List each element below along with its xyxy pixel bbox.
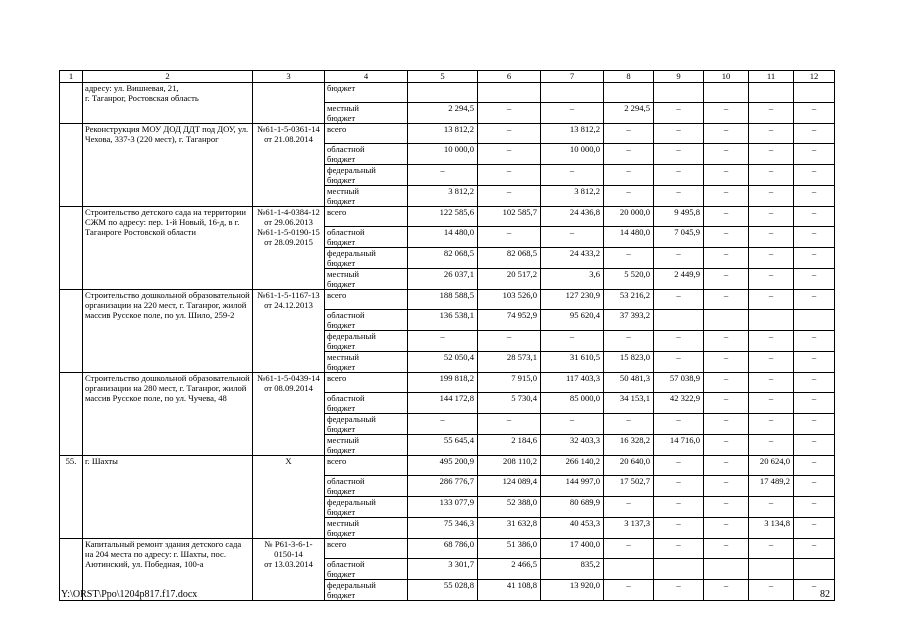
- approval-doc-cell: №61-1-5-0361-14 от 21.08.2014: [253, 124, 325, 207]
- column-header: 12: [794, 71, 835, 83]
- value-cell: 9 495,8: [654, 207, 704, 227]
- value-cell: [794, 310, 835, 331]
- object-name-cell: Строительство детского сада на территории СЖМ по адресу: пер. 1-й Новый, 16-д, в г. Таганроге Ростовской области: [83, 207, 253, 290]
- value-cell: 95 620,4: [541, 310, 604, 331]
- value-cell: –: [704, 580, 749, 601]
- value-cell: –: [704, 144, 749, 165]
- value-cell: –: [654, 331, 704, 352]
- column-header: 5: [408, 71, 478, 83]
- row-index-cell: [60, 83, 83, 124]
- value-cell: –: [749, 290, 794, 310]
- value-cell: –: [654, 476, 704, 497]
- column-header: 7: [541, 71, 604, 83]
- funding-source-cell: федеральный бюджет: [325, 414, 408, 435]
- value-cell: –: [704, 207, 749, 227]
- value-cell: –: [604, 414, 654, 435]
- value-cell: –: [794, 580, 835, 601]
- funding-source-cell: областной бюджет: [325, 227, 408, 248]
- footer-file-path: Y:\ORST\Ppo\1204p817.f17.docx: [61, 589, 198, 600]
- value-cell: –: [794, 165, 835, 186]
- page-number: 82: [820, 589, 830, 600]
- value-cell: 835,2: [541, 559, 604, 580]
- value-cell: 14 716,0: [654, 435, 704, 456]
- column-header: 11: [749, 71, 794, 83]
- value-cell: –: [704, 352, 749, 373]
- value-cell: 34 153,1: [604, 393, 654, 414]
- value-cell: –: [604, 539, 654, 559]
- value-cell: 80 689,9: [541, 497, 604, 518]
- value-cell: 26 037,1: [408, 269, 478, 290]
- value-cell: –: [654, 124, 704, 144]
- value-cell: –: [794, 497, 835, 518]
- value-cell: [604, 559, 654, 580]
- value-cell: –: [794, 456, 835, 476]
- value-cell: –: [541, 103, 604, 124]
- value-cell: 14 480,0: [604, 227, 654, 248]
- value-cell: –: [478, 414, 541, 435]
- value-cell: 3 812,2: [541, 186, 604, 207]
- value-cell: –: [478, 103, 541, 124]
- value-cell: –: [794, 331, 835, 352]
- funding-source-cell: областной бюджет: [325, 144, 408, 165]
- budget-table: [59, 70, 835, 601]
- value-cell: –: [794, 352, 835, 373]
- value-cell: –: [654, 456, 704, 476]
- value-cell: –: [794, 103, 835, 124]
- value-cell: –: [749, 227, 794, 248]
- value-cell: –: [704, 518, 749, 539]
- value-cell: [478, 83, 541, 103]
- value-cell: –: [704, 165, 749, 186]
- funding-source-cell: всего: [325, 290, 408, 310]
- approval-doc-cell: №61-1-4-0384-12 от 29.06.2013 №61-1-5-0190-15 от 28.09.2015: [253, 207, 325, 290]
- value-cell: 124 089,4: [478, 476, 541, 497]
- value-cell: –: [704, 497, 749, 518]
- value-cell: [794, 83, 835, 103]
- value-cell: –: [749, 435, 794, 456]
- value-cell: –: [654, 248, 704, 269]
- value-cell: 20 517,2: [478, 269, 541, 290]
- value-cell: –: [749, 186, 794, 207]
- value-cell: 82 068,5: [478, 248, 541, 269]
- value-cell: 17 400,0: [541, 539, 604, 559]
- value-cell: 199 818,2: [408, 373, 478, 393]
- value-cell: 13 812,2: [408, 124, 478, 144]
- value-cell: –: [654, 186, 704, 207]
- value-cell: 5 730,4: [478, 393, 541, 414]
- value-cell: –: [541, 165, 604, 186]
- value-cell: 85 000,0: [541, 393, 604, 414]
- value-cell: [604, 83, 654, 103]
- value-cell: –: [654, 518, 704, 539]
- approval-doc-cell: №61-1-5-0439-14 от 08.09.2014: [253, 373, 325, 456]
- value-cell: –: [604, 124, 654, 144]
- object-name-cell: Капитальный ремонт здания детского сада на 204 места по адресу: г. Шахты, пос. Аютинский, ул. Победная, 100-а: [83, 539, 253, 601]
- value-cell: –: [541, 331, 604, 352]
- value-cell: [704, 83, 749, 103]
- approval-doc-cell: №61-1-5-1167-13 от 24.12.2013: [253, 290, 325, 373]
- value-cell: 13 920,0: [541, 580, 604, 601]
- value-cell: –: [794, 393, 835, 414]
- value-cell: –: [749, 331, 794, 352]
- value-cell: –: [749, 103, 794, 124]
- value-cell: 57 038,9: [654, 373, 704, 393]
- value-cell: –: [478, 165, 541, 186]
- value-cell: –: [704, 186, 749, 207]
- value-cell: –: [478, 144, 541, 165]
- value-cell: –: [478, 227, 541, 248]
- value-cell: 14 480,0: [408, 227, 478, 248]
- row-index-cell: [60, 373, 83, 456]
- value-cell: –: [794, 124, 835, 144]
- value-cell: [654, 83, 704, 103]
- table-row: [60, 290, 835, 310]
- value-cell: 50 481,3: [604, 373, 654, 393]
- table-row: [60, 83, 835, 103]
- value-cell: 144 997,0: [541, 476, 604, 497]
- value-cell: 52 050,4: [408, 352, 478, 373]
- value-cell: –: [794, 269, 835, 290]
- value-cell: 51 386,0: [478, 539, 541, 559]
- value-cell: –: [749, 269, 794, 290]
- value-cell: –: [604, 248, 654, 269]
- value-cell: 31 632,8: [478, 518, 541, 539]
- value-cell: 68 786,0: [408, 539, 478, 559]
- value-cell: 42 322,9: [654, 393, 704, 414]
- row-index-cell: [60, 290, 83, 373]
- value-cell: –: [604, 186, 654, 207]
- value-cell: –: [478, 186, 541, 207]
- value-cell: –: [794, 248, 835, 269]
- value-cell: 117 403,3: [541, 373, 604, 393]
- funding-source-cell: местный бюджет: [325, 518, 408, 539]
- value-cell: 20 640,0: [604, 456, 654, 476]
- value-cell: –: [408, 331, 478, 352]
- value-cell: –: [704, 414, 749, 435]
- value-cell: 24 433,2: [541, 248, 604, 269]
- column-header: 1: [60, 71, 83, 83]
- value-cell: 495 200,9: [408, 456, 478, 476]
- value-cell: 2 466,5: [478, 559, 541, 580]
- funding-source-cell: областной бюджет: [325, 393, 408, 414]
- funding-source-cell: федеральный бюджет: [325, 497, 408, 518]
- value-cell: –: [704, 476, 749, 497]
- table-row: [60, 539, 835, 559]
- value-cell: 5 520,0: [604, 269, 654, 290]
- value-cell: –: [794, 414, 835, 435]
- value-cell: –: [541, 414, 604, 435]
- row-index-cell: [60, 207, 83, 290]
- value-cell: 133 077,9: [408, 497, 478, 518]
- value-cell: 37 393,2: [604, 310, 654, 331]
- value-cell: 40 453,3: [541, 518, 604, 539]
- value-cell: –: [654, 497, 704, 518]
- funding-source-cell: федеральный бюджет: [325, 248, 408, 269]
- value-cell: 32 403,3: [541, 435, 604, 456]
- table-row: [60, 207, 835, 227]
- funding-source-cell: местный бюджет: [325, 186, 408, 207]
- funding-source-cell: местный бюджет: [325, 103, 408, 124]
- value-cell: [704, 559, 749, 580]
- value-cell: 20 000,0: [604, 207, 654, 227]
- value-cell: 286 776,7: [408, 476, 478, 497]
- object-name-cell: г. Шахты: [83, 456, 253, 539]
- value-cell: 2 294,5: [408, 103, 478, 124]
- value-cell: 16 328,2: [604, 435, 654, 456]
- value-cell: 10 000,0: [541, 144, 604, 165]
- value-cell: [749, 559, 794, 580]
- funding-source-cell: федеральный бюджет: [325, 331, 408, 352]
- value-cell: –: [704, 393, 749, 414]
- funding-source-cell: местный бюджет: [325, 435, 408, 456]
- value-cell: 188 588,5: [408, 290, 478, 310]
- column-header: 9: [654, 71, 704, 83]
- value-cell: 3 134,8: [749, 518, 794, 539]
- value-cell: –: [654, 103, 704, 124]
- value-cell: –: [749, 352, 794, 373]
- value-cell: 2 184,6: [478, 435, 541, 456]
- funding-source-cell: федеральный бюджет: [325, 580, 408, 601]
- value-cell: –: [478, 124, 541, 144]
- value-cell: 7 045,9: [654, 227, 704, 248]
- value-cell: –: [749, 497, 794, 518]
- column-header: 6: [478, 71, 541, 83]
- value-cell: –: [654, 144, 704, 165]
- object-name-cell: Строительство дошкольной образовательной организации на 220 мест, г. Таганрог, жилой массив Русское поле, по ул. Шило, 259-2: [83, 290, 253, 373]
- value-cell: –: [704, 103, 749, 124]
- value-cell: 2 449,9: [654, 269, 704, 290]
- funding-source-cell: всего: [325, 539, 408, 559]
- value-cell: –: [654, 414, 704, 435]
- value-cell: 17 489,2: [749, 476, 794, 497]
- value-cell: 82 068,5: [408, 248, 478, 269]
- funding-source-cell: областной бюджет: [325, 559, 408, 580]
- funding-source-cell: областной бюджет: [325, 310, 408, 331]
- value-cell: –: [794, 373, 835, 393]
- funding-source-cell: всего: [325, 373, 408, 393]
- value-cell: –: [749, 393, 794, 414]
- value-cell: –: [704, 290, 749, 310]
- approval-doc-cell: [253, 83, 325, 124]
- value-cell: [794, 559, 835, 580]
- value-cell: –: [704, 227, 749, 248]
- value-cell: 2 294,5: [604, 103, 654, 124]
- value-cell: 55 645,4: [408, 435, 478, 456]
- value-cell: 74 952,9: [478, 310, 541, 331]
- value-cell: –: [654, 290, 704, 310]
- value-cell: 24 436,8: [541, 207, 604, 227]
- funding-source-cell: всего: [325, 456, 408, 476]
- value-cell: –: [794, 539, 835, 559]
- table-row: [60, 456, 835, 476]
- value-cell: [749, 83, 794, 103]
- value-cell: –: [704, 331, 749, 352]
- value-cell: –: [478, 331, 541, 352]
- value-cell: –: [604, 165, 654, 186]
- value-cell: –: [604, 331, 654, 352]
- value-cell: [704, 310, 749, 331]
- value-cell: –: [704, 539, 749, 559]
- value-cell: –: [794, 476, 835, 497]
- funding-source-cell: всего: [325, 207, 408, 227]
- value-cell: –: [794, 144, 835, 165]
- value-cell: 20 624,0: [749, 456, 794, 476]
- value-cell: 10 000,0: [408, 144, 478, 165]
- funding-source-cell: всего: [325, 124, 408, 144]
- value-cell: –: [704, 373, 749, 393]
- value-cell: –: [749, 580, 794, 601]
- value-cell: [654, 310, 704, 331]
- value-cell: –: [794, 435, 835, 456]
- funding-source-cell: федеральный бюджет: [325, 165, 408, 186]
- value-cell: 208 110,2: [478, 456, 541, 476]
- object-name-cell: адресу: ул. Вишневая, 21, г. Таганрог, Ростовская область: [83, 83, 253, 124]
- value-cell: –: [749, 124, 794, 144]
- column-header: 4: [325, 71, 408, 83]
- value-cell: [654, 559, 704, 580]
- object-name-cell: Строительство дошкольной образовательной организации на 280 мест, г. Таганрог, жилой массив Русское поле, по ул. Чучева, 48: [83, 373, 253, 456]
- value-cell: –: [749, 373, 794, 393]
- column-header: 8: [604, 71, 654, 83]
- value-cell: –: [654, 580, 704, 601]
- value-cell: 3 137,3: [604, 518, 654, 539]
- value-cell: 15 823,0: [604, 352, 654, 373]
- value-cell: 122 585,6: [408, 207, 478, 227]
- value-cell: –: [604, 497, 654, 518]
- table-row: [60, 373, 835, 393]
- value-cell: 52 388,0: [478, 497, 541, 518]
- row-index-cell: [60, 124, 83, 207]
- funding-source-cell: местный бюджет: [325, 352, 408, 373]
- value-cell: –: [749, 248, 794, 269]
- value-cell: 266 140,2: [541, 456, 604, 476]
- value-cell: –: [749, 539, 794, 559]
- value-cell: 3,6: [541, 269, 604, 290]
- table-header-row: [60, 71, 835, 83]
- value-cell: –: [749, 165, 794, 186]
- value-cell: –: [794, 518, 835, 539]
- value-cell: –: [794, 207, 835, 227]
- row-index-cell: 55.: [60, 456, 83, 539]
- funding-source-cell: областной бюджет: [325, 476, 408, 497]
- value-cell: 3 812,2: [408, 186, 478, 207]
- value-cell: 31 610,5: [541, 352, 604, 373]
- value-cell: –: [749, 414, 794, 435]
- value-cell: –: [654, 539, 704, 559]
- value-cell: –: [408, 165, 478, 186]
- value-cell: –: [749, 207, 794, 227]
- value-cell: –: [704, 124, 749, 144]
- funding-source-cell: бюджет: [325, 83, 408, 103]
- value-cell: 144 172,8: [408, 393, 478, 414]
- value-cell: –: [794, 290, 835, 310]
- value-cell: 103 526,0: [478, 290, 541, 310]
- value-cell: –: [704, 456, 749, 476]
- value-cell: [408, 83, 478, 103]
- value-cell: –: [408, 414, 478, 435]
- value-cell: –: [704, 435, 749, 456]
- value-cell: –: [794, 186, 835, 207]
- funding-source-cell: местный бюджет: [325, 269, 408, 290]
- value-cell: 55 028,8: [408, 580, 478, 601]
- value-cell: 41 108,8: [478, 580, 541, 601]
- value-cell: –: [749, 144, 794, 165]
- value-cell: –: [654, 165, 704, 186]
- column-header: 10: [704, 71, 749, 83]
- object-name-cell: Реконструкция МОУ ДОД ДДТ под ДОУ, ул. Чехова, 337-3 (220 мест), г. Таганрог: [83, 124, 253, 207]
- value-cell: –: [604, 580, 654, 601]
- value-cell: [541, 83, 604, 103]
- value-cell: 136 538,1: [408, 310, 478, 331]
- value-cell: –: [704, 269, 749, 290]
- value-cell: –: [654, 352, 704, 373]
- value-cell: 53 216,2: [604, 290, 654, 310]
- value-cell: [749, 310, 794, 331]
- value-cell: 17 502,7: [604, 476, 654, 497]
- value-cell: 127 230,9: [541, 290, 604, 310]
- value-cell: 28 573,1: [478, 352, 541, 373]
- table-row: [60, 124, 835, 144]
- value-cell: 102 585,7: [478, 207, 541, 227]
- approval-doc-cell: № Р61-3-6-1-0150-14 от 13.03.2014: [253, 539, 325, 601]
- value-cell: 75 346,3: [408, 518, 478, 539]
- value-cell: –: [704, 248, 749, 269]
- value-cell: –: [794, 227, 835, 248]
- column-header: 2: [83, 71, 253, 83]
- column-header: 3: [253, 71, 325, 83]
- value-cell: –: [541, 227, 604, 248]
- value-cell: 3 301,7: [408, 559, 478, 580]
- approval-doc-cell: Х: [253, 456, 325, 539]
- value-cell: 7 915,0: [478, 373, 541, 393]
- value-cell: 13 812,2: [541, 124, 604, 144]
- value-cell: –: [604, 144, 654, 165]
